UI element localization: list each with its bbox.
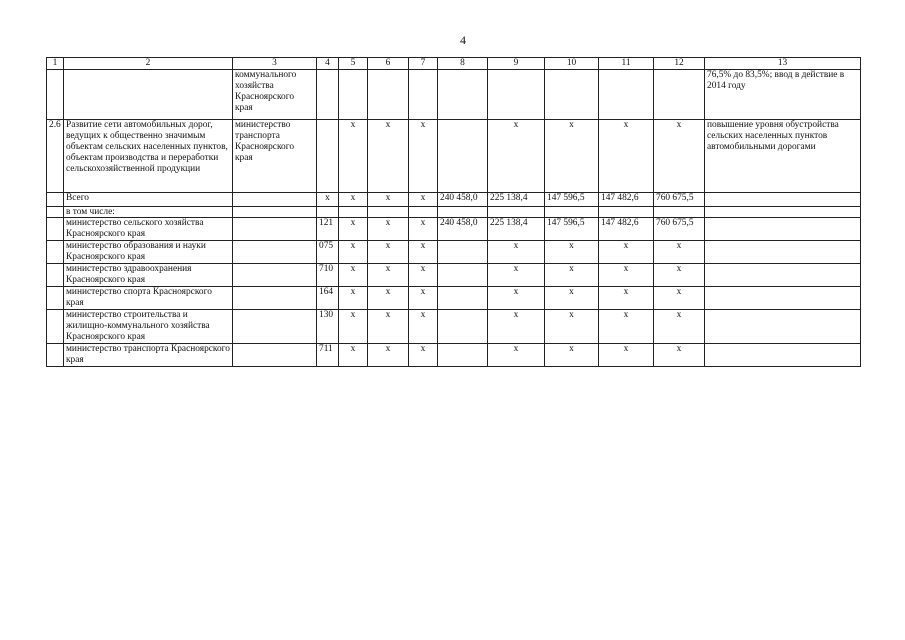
result-cell: повышение уровня обустройства сельских населенных пунктов автомобильными дорогами: [705, 120, 861, 193]
col-header: 7: [409, 58, 438, 70]
cell-x: х: [545, 120, 599, 193]
column-number-row: [47, 58, 861, 70]
ministry-name: министерство спорта Красноярского края: [64, 287, 233, 310]
item-name: Развитие сети автомобильных дорог, ведущих к общественно значимым объектам сельских населенных пунктов, объектам производства и переработки сельскохозяйственной продукции: [64, 120, 233, 193]
cell-x: х: [339, 241, 368, 264]
col-header: 2: [64, 58, 233, 70]
table-row: [47, 344, 861, 367]
cell-x: х: [488, 241, 545, 264]
item-number: 2.6: [47, 120, 64, 193]
including-label: в том числе:: [64, 207, 233, 218]
cell-x: х: [599, 310, 654, 344]
cell-x: х: [654, 310, 705, 344]
cell-x: х: [654, 344, 705, 367]
cell-x: х: [339, 310, 368, 344]
col-header: 5: [339, 58, 368, 70]
cell-x: х: [368, 241, 409, 264]
cell-x: х: [654, 241, 705, 264]
cell-x: х: [545, 287, 599, 310]
cell-x: х: [368, 120, 409, 193]
amount-cell: 147 596,5: [545, 193, 599, 207]
including-row: [47, 207, 861, 218]
col-header: 12: [654, 58, 705, 70]
result-cell: 76,5% до 83,5%; ввод в действие в 2014 году: [705, 70, 861, 120]
col-header: 1: [47, 58, 64, 70]
cell-x: х: [368, 310, 409, 344]
executor-cell: министерство транспорта Красноярского края: [233, 120, 317, 193]
cell-x: х: [654, 120, 705, 193]
cell-x: х: [409, 287, 438, 310]
cell-x: х: [339, 120, 368, 193]
cell-x: х: [488, 344, 545, 367]
cell-x: х: [339, 344, 368, 367]
cell-x: х: [488, 287, 545, 310]
col-header: 9: [488, 58, 545, 70]
table-row: [47, 70, 861, 120]
col-header: 8: [438, 58, 488, 70]
cell-x: х: [488, 264, 545, 287]
amount-cell: 240 458,0: [438, 218, 488, 241]
ministry-name: министерство образования и науки Красноярского края: [64, 241, 233, 264]
amount-cell: 760 675,5: [654, 218, 705, 241]
ministry-code: 711: [317, 344, 339, 367]
ministry-name: министерство сельского хозяйства Красноярского края: [64, 218, 233, 241]
cell-x: х: [368, 287, 409, 310]
cell-x: х: [339, 193, 368, 207]
col-header: 11: [599, 58, 654, 70]
cell-x: х: [339, 264, 368, 287]
ministry-code: 164: [317, 287, 339, 310]
cell-x: х: [409, 193, 438, 207]
cell-x: х: [368, 344, 409, 367]
cell-x: х: [599, 120, 654, 193]
program-table: [46, 57, 861, 367]
cell-x: х: [317, 193, 339, 207]
ministry-code: 710: [317, 264, 339, 287]
cell-x: х: [409, 218, 438, 241]
cell-x: х: [409, 241, 438, 264]
amount-cell: 225 138,4: [488, 218, 545, 241]
cell-x: х: [409, 344, 438, 367]
cell-x: х: [599, 264, 654, 287]
cell-x: х: [409, 310, 438, 344]
cell-x: х: [488, 310, 545, 344]
amount-cell: 147 482,6: [599, 193, 654, 207]
col-header: 4: [317, 58, 339, 70]
cell-x: х: [339, 287, 368, 310]
table-row: [47, 218, 861, 241]
amount-cell: 147 596,5: [545, 218, 599, 241]
cell-x: х: [368, 193, 409, 207]
cell-x: х: [654, 264, 705, 287]
ministry-code: 121: [317, 218, 339, 241]
total-row: [47, 193, 861, 207]
table-row: [47, 310, 861, 344]
cell-x: х: [545, 344, 599, 367]
amount-cell: 147 482,6: [599, 218, 654, 241]
cell-x: х: [368, 264, 409, 287]
cell-x: х: [545, 241, 599, 264]
cell-x: х: [599, 344, 654, 367]
ministry-name: министерство здравоохранения Красноярского края: [64, 264, 233, 287]
cell-x: х: [599, 287, 654, 310]
cell-x: х: [339, 218, 368, 241]
ministry-code: 130: [317, 310, 339, 344]
cell-x: х: [545, 310, 599, 344]
col-header: 3: [233, 58, 317, 70]
amount-cell: 760 675,5: [654, 193, 705, 207]
cell-x: х: [545, 264, 599, 287]
cell-x: х: [654, 287, 705, 310]
executor-cell: коммунального хозяйства Красноярского края: [233, 70, 317, 120]
page-number: 4: [460, 33, 466, 47]
col-header: 6: [368, 58, 409, 70]
ministry-name: министерство строительства и жилищно-коммунального хозяйства Красноярского края: [64, 310, 233, 344]
table-row: [47, 264, 861, 287]
cell-x: х: [488, 120, 545, 193]
table-row: [47, 120, 861, 193]
table-row: [47, 287, 861, 310]
amount-cell: 240 458,0: [438, 193, 488, 207]
total-label: Всего: [64, 193, 233, 207]
amount-cell: 225 138,4: [488, 193, 545, 207]
table-row: [47, 241, 861, 264]
cell-x: х: [409, 264, 438, 287]
cell-x: х: [599, 241, 654, 264]
cell-x: х: [368, 218, 409, 241]
ministry-name: министерство транспорта Красноярского края: [64, 344, 233, 367]
ministry-code: 075: [317, 241, 339, 264]
col-header: 13: [705, 58, 861, 70]
col-header: 10: [545, 58, 599, 70]
cell-x: х: [409, 120, 438, 193]
